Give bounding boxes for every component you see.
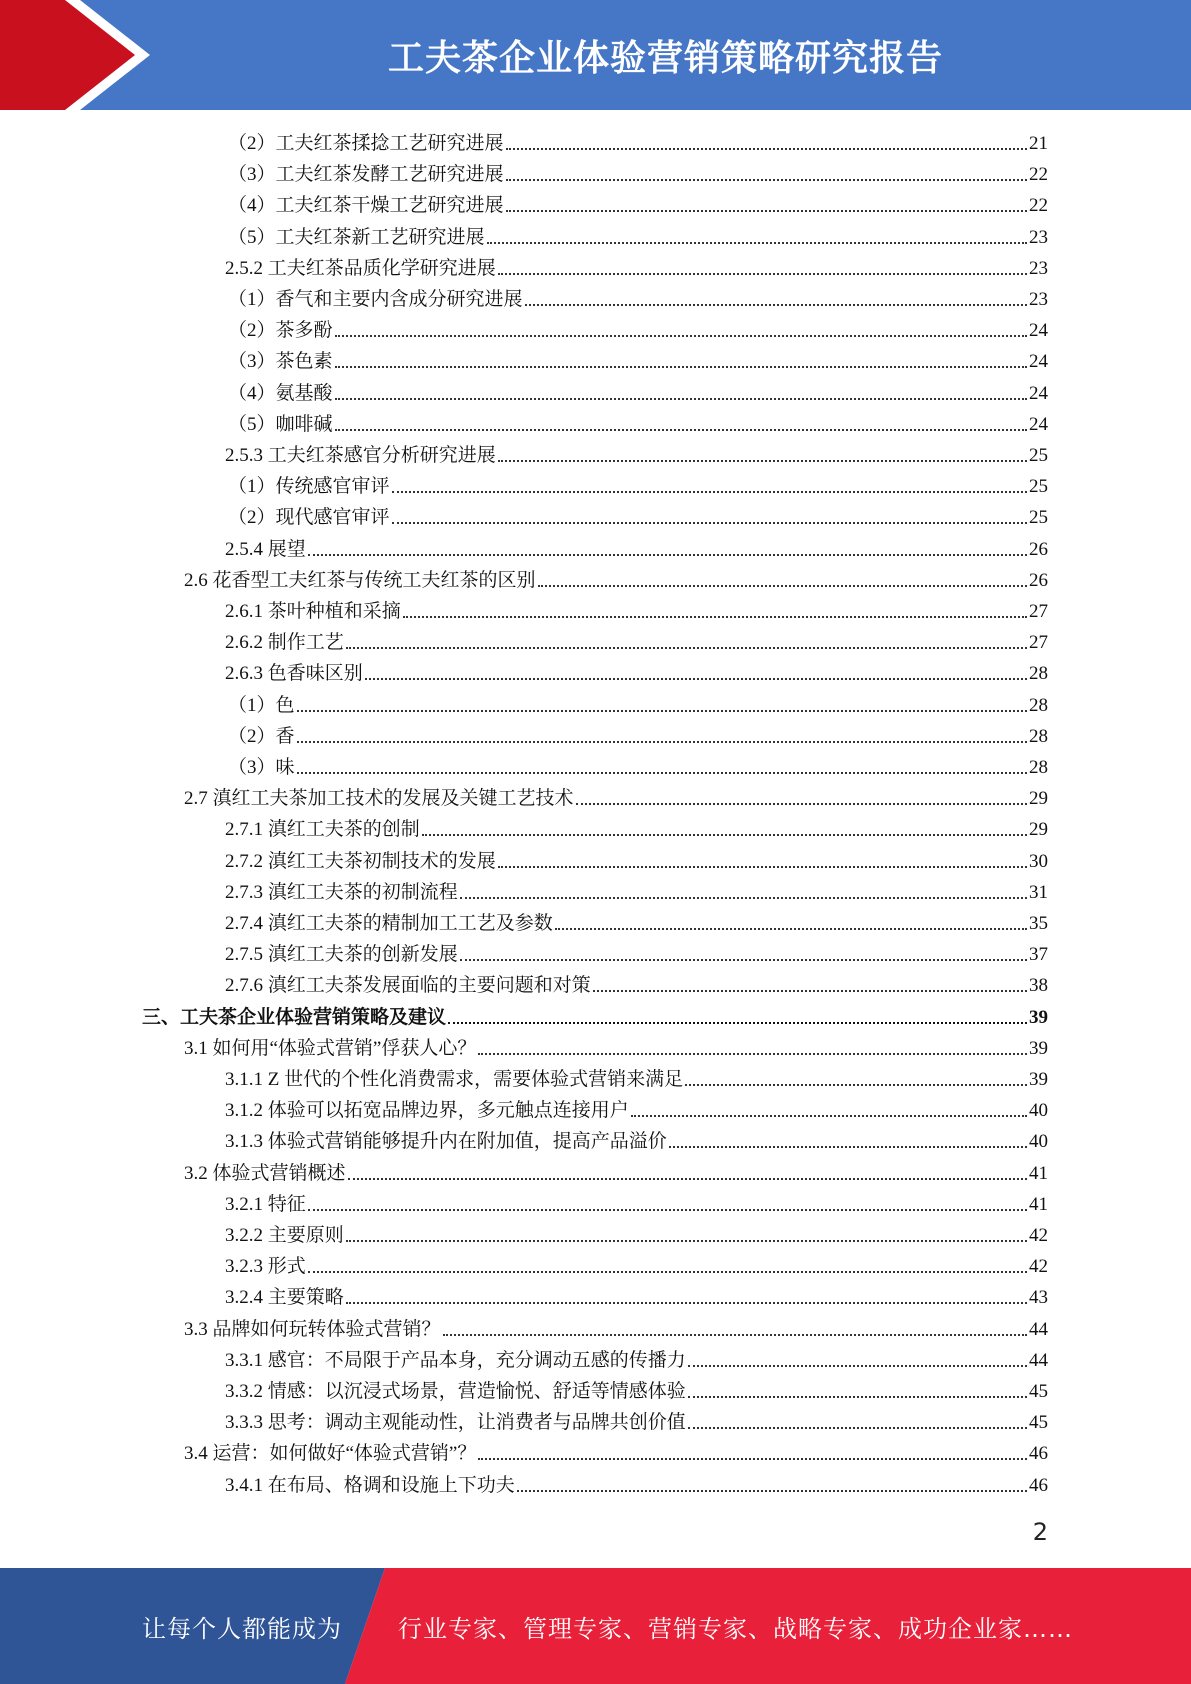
toc-entry-title: 3.2.4 主要策略 (225, 1287, 344, 1309)
toc-entry-title: （4）工夫红茶干燥工艺研究进展 (228, 195, 504, 217)
toc-entry-page: 31 (1029, 881, 1048, 903)
toc-entry[interactable] (228, 346, 1048, 377)
toc-entry-title: 3.1.3 体验式营销能够提升内在附加值，提高产品溢价 (225, 1131, 667, 1153)
toc-dot-leader (688, 1365, 1027, 1367)
toc-entry[interactable] (228, 128, 1048, 159)
toc-dot-leader (346, 1302, 1027, 1304)
toc-entry-page: 44 (1029, 1349, 1048, 1371)
toc-entry[interactable] (225, 814, 1048, 845)
toc-entry-page: 28 (1029, 757, 1048, 778)
toc-dot-leader (498, 273, 1027, 275)
toc-entry-title: （4）氨基酸 (228, 382, 333, 404)
toc-entry-title: （3）工夫红茶发酵工艺研究进展 (228, 164, 504, 186)
toc-dot-leader (593, 990, 1027, 992)
toc-dot-leader (688, 1427, 1027, 1429)
toc-entry-title: 2.7.5 滇红工夫茶的创新发展 (225, 944, 458, 966)
toc-entry[interactable] (225, 1407, 1048, 1438)
toc-entry-title: 2.6.2 制作工艺 (225, 632, 344, 654)
toc-entry-page: 26 (1029, 569, 1048, 591)
toc-entry-title: 3.2.3 形式 (225, 1256, 306, 1278)
toc-dot-leader (685, 1084, 1027, 1086)
toc-dot-leader (335, 429, 1027, 431)
toc-dot-leader (478, 1053, 1027, 1055)
toc-dot-leader (335, 366, 1027, 368)
toc-entry[interactable] (184, 1033, 1048, 1064)
toc-entry-title: 2.7.6 滇红工夫茶发展面临的主要问题和对策 (225, 975, 591, 997)
toc-dot-leader (478, 1458, 1027, 1460)
toc-entry[interactable] (228, 471, 1048, 502)
toc-entry-title: 2.6.1 茶叶种植和采摘 (225, 601, 401, 622)
toc-entry-page: 45 (1029, 1381, 1048, 1402)
toc-entry-page: 23 (1029, 289, 1048, 310)
toc-entry-title: （3）茶色素 (228, 351, 333, 373)
red-chevron-shape (0, 0, 150, 110)
toc-dot-leader (448, 1022, 1027, 1024)
toc-dot-leader (576, 803, 1027, 805)
toc-entry-page: 25 (1029, 445, 1048, 466)
toc-entry[interactable] (225, 846, 1048, 877)
toc-entry[interactable] (184, 1314, 1048, 1345)
toc-entry-title: 3.1.2 体验可以拓宽品牌边界，多元触点连接用户 (225, 1100, 629, 1122)
page-number: 2 (1032, 1518, 1048, 1546)
toc-entry[interactable] (225, 970, 1048, 1001)
toc-entry[interactable] (225, 440, 1048, 471)
toc-entry-page: 46 (1029, 1474, 1048, 1496)
toc-dot-leader (498, 460, 1027, 462)
toc-entry-page: 27 (1029, 601, 1048, 622)
toc-entry-page: 23 (1029, 226, 1048, 248)
toc-entry[interactable] (225, 939, 1048, 970)
toc-entry[interactable] (228, 315, 1048, 346)
toc-entry-page: 25 (1029, 507, 1048, 529)
toc-entry-title: 3.2.2 主要原则 (225, 1225, 344, 1246)
footer-slogan-left: 让每个人都能成为 (142, 1614, 342, 1643)
toc-dot-leader (517, 1490, 1027, 1492)
toc-entry[interactable] (142, 1002, 1048, 1033)
toc-dot-leader (392, 522, 1027, 524)
toc-entry-title: 3.2 体验式营销概述 (184, 1162, 346, 1184)
toc-entry-title: （2）茶多酚 (228, 320, 333, 342)
toc-entry-title: （1）香气和主要内含成分研究进展 (228, 289, 523, 310)
toc-dot-leader (308, 554, 1027, 556)
toc-dot-leader (525, 304, 1027, 306)
toc-entry-title: （1）色 (228, 694, 295, 716)
toc-entry[interactable] (228, 690, 1048, 721)
toc-entry[interactable] (225, 1189, 1048, 1220)
toc-entry[interactable] (225, 1376, 1048, 1407)
toc-entry[interactable] (228, 378, 1048, 409)
toc-dot-leader (297, 710, 1027, 712)
toc-dot-leader (297, 772, 1027, 774)
toc-entry[interactable] (225, 1345, 1048, 1376)
toc-dot-leader (487, 242, 1027, 244)
toc-dot-leader (631, 1115, 1027, 1117)
toc-entry-page: 24 (1029, 351, 1048, 373)
toc-entry-title: 3.1 如何用“体验式营销”俘获人心？ (184, 1037, 477, 1059)
toc-entry[interactable] (225, 658, 1048, 689)
toc-entry-title: 2.5.4 展望 (225, 538, 306, 560)
toc-entry-title: （2）现代感官审评 (228, 507, 390, 529)
toc-entry-title: （2）工夫红茶揉捻工艺研究进展 (228, 133, 504, 154)
toc-entry-title: 3.2.1 特征 (225, 1193, 306, 1215)
toc-entry-title: （3）味 (228, 757, 295, 778)
toc-entry-page: 21 (1029, 133, 1048, 154)
toc-entry-title: （5）咖啡碱 (228, 413, 333, 435)
toc-entry-title: 三、工夫茶企业体验营销策略及建议 (142, 1006, 447, 1028)
toc-dot-leader (688, 1396, 1027, 1398)
toc-entry-page: 41 (1029, 1193, 1048, 1215)
toc-entry[interactable] (225, 1095, 1048, 1126)
toc-entry-page: 45 (1029, 1412, 1048, 1434)
toc-entry-page: 46 (1029, 1443, 1048, 1465)
toc-entry-title: 3.3.3 思考：调动主观能动性，让消费者与品牌共创价值 (225, 1412, 686, 1434)
toc-entry[interactable] (228, 284, 1048, 315)
toc-dot-leader (460, 959, 1027, 961)
toc-dot-leader (335, 335, 1027, 337)
toc-entry-page: 42 (1029, 1225, 1048, 1246)
toc-entry[interactable] (225, 1126, 1048, 1157)
toc-entry-title: 2.7 滇红工夫茶加工技术的发展及关键工艺技术 (184, 788, 574, 810)
toc-dot-leader (335, 398, 1027, 400)
toc-dot-leader (669, 1146, 1027, 1148)
toc-entry-page: 24 (1029, 320, 1048, 342)
toc-entry-title: 2.7.4 滇红工夫茶的精制加工工艺及参数 (225, 913, 553, 934)
toc-entry-title: （1）传统感官审评 (228, 476, 390, 498)
toc-entry-page: 39 (1029, 1069, 1048, 1090)
toc-entry-page: 22 (1029, 164, 1048, 186)
toc-dot-leader (460, 897, 1027, 899)
toc-dot-leader (506, 210, 1027, 212)
toc-dot-leader (422, 834, 1027, 836)
toc-entry[interactable] (225, 627, 1048, 658)
toc-entry-page: 24 (1029, 413, 1048, 435)
toc-entry[interactable] (225, 908, 1048, 939)
toc-entry[interactable] (228, 752, 1048, 783)
toc-entry-title: 2.7.3 滇红工夫茶的初制流程 (225, 881, 458, 903)
toc-entry-page: 28 (1029, 694, 1048, 716)
toc-entry[interactable] (228, 222, 1048, 253)
footer-slogan-right: 行业专家、管理专家、营销专家、战略专家、成功企业家…… (398, 1614, 1073, 1643)
toc-entry[interactable] (184, 783, 1048, 814)
toc-dot-leader (308, 1209, 1027, 1211)
toc-entry[interactable] (228, 409, 1048, 440)
toc-dot-leader (506, 148, 1027, 150)
toc-dot-leader (498, 866, 1027, 868)
toc-entry[interactable] (184, 1438, 1048, 1469)
toc-entry-page: 22 (1029, 195, 1048, 217)
toc-entry-page: 23 (1029, 257, 1048, 279)
toc-entry-page: 29 (1029, 819, 1048, 841)
toc-entry-title: 2.5.3 工夫红茶感官分析研究进展 (225, 445, 496, 466)
toc-entry[interactable] (184, 1158, 1048, 1189)
toc-entry-page: 41 (1029, 1162, 1048, 1184)
toc-dot-leader (403, 616, 1027, 618)
toc-entry-title: 2.6.3 色香味区别 (225, 663, 363, 685)
toc-entry[interactable] (228, 502, 1048, 533)
toc-dot-leader (443, 1334, 1027, 1336)
toc-entry[interactable] (225, 1470, 1048, 1501)
toc-entry-page: 35 (1029, 913, 1048, 934)
toc-entry[interactable] (225, 1251, 1048, 1282)
toc-entry[interactable] (228, 190, 1048, 221)
toc-dot-leader (392, 491, 1027, 493)
toc-entry[interactable] (225, 1220, 1048, 1251)
toc-entry-page: 44 (1029, 1318, 1048, 1340)
toc-entry[interactable] (228, 721, 1048, 752)
toc-entry[interactable] (184, 565, 1048, 596)
toc-entry-page: 42 (1029, 1256, 1048, 1278)
toc-entry-title: 3.1.1 Z 世代的个性化消费需求，需要体验式营销来满足 (225, 1069, 684, 1090)
toc-dot-leader (297, 741, 1027, 743)
toc-entry-page: 30 (1029, 850, 1048, 872)
page-footer (0, 1568, 1191, 1684)
toc-entry-title: 3.3 品牌如何玩转体验式营销？ (184, 1318, 441, 1340)
toc-entry-page: 43 (1029, 1287, 1048, 1309)
toc-dot-leader (506, 179, 1027, 181)
toc-dot-leader (538, 585, 1027, 587)
toc-entry-page: 28 (1029, 725, 1048, 747)
toc-entry-page: 28 (1029, 663, 1048, 685)
toc-entry[interactable] (225, 1064, 1048, 1095)
toc-entry-title: 3.3.1 感官：不局限于产品本身，充分调动五感的传播力 (225, 1349, 686, 1371)
toc-entry-page: 40 (1029, 1100, 1048, 1122)
toc-entry-page: 39 (1029, 1006, 1048, 1028)
toc-entry-page: 37 (1029, 944, 1048, 966)
toc-entry-title: 2.7.1 滇红工夫茶的创制 (225, 819, 420, 841)
toc-entry-title: 3.3.2 情感：以沉浸式场景，营造愉悦、舒适等情感体验 (225, 1381, 686, 1402)
page-header (0, 0, 1191, 110)
toc-entry-page: 24 (1029, 382, 1048, 404)
report-title: 工夫茶企业体验营销策略研究报告 (387, 37, 943, 79)
toc-entry[interactable] (225, 1282, 1048, 1313)
toc-dot-leader (365, 678, 1027, 680)
toc-dot-leader (346, 1240, 1027, 1242)
toc-entry-title: 2.6 花香型工夫红茶与传统工夫红茶的区别 (184, 569, 536, 591)
toc-entry[interactable] (225, 253, 1048, 284)
toc-entry-title: 3.4.1 在布局、格调和设施上下功夫 (225, 1474, 515, 1496)
toc-entry-page: 29 (1029, 788, 1048, 810)
toc-dot-leader (348, 1178, 1027, 1180)
toc-entry[interactable] (225, 596, 1048, 627)
toc-entry[interactable] (225, 877, 1048, 908)
toc-dot-leader (308, 1271, 1027, 1273)
toc-entry-title: 2.5.2 工夫红茶品质化学研究进展 (225, 257, 496, 279)
toc-dot-leader (346, 647, 1027, 649)
toc-entry[interactable] (228, 159, 1048, 190)
toc-entry-title: 3.4 运营：如何做好“体验式营销”？ (184, 1443, 477, 1465)
toc-entry-title: （5）工夫红茶新工艺研究进展 (228, 226, 485, 248)
toc-entry-page: 27 (1029, 632, 1048, 654)
toc-entry-page: 40 (1029, 1131, 1048, 1153)
toc-entry-page: 39 (1029, 1037, 1048, 1059)
toc-entry-page: 25 (1029, 476, 1048, 498)
toc-entry-title: 2.7.2 滇红工夫茶初制技术的发展 (225, 850, 496, 872)
toc-dot-leader (555, 928, 1027, 930)
toc-entry-title: （2）香 (228, 725, 295, 747)
toc-entry-page: 38 (1029, 975, 1048, 997)
toc-entry-page: 26 (1029, 538, 1048, 560)
toc-entry[interactable] (225, 534, 1048, 565)
